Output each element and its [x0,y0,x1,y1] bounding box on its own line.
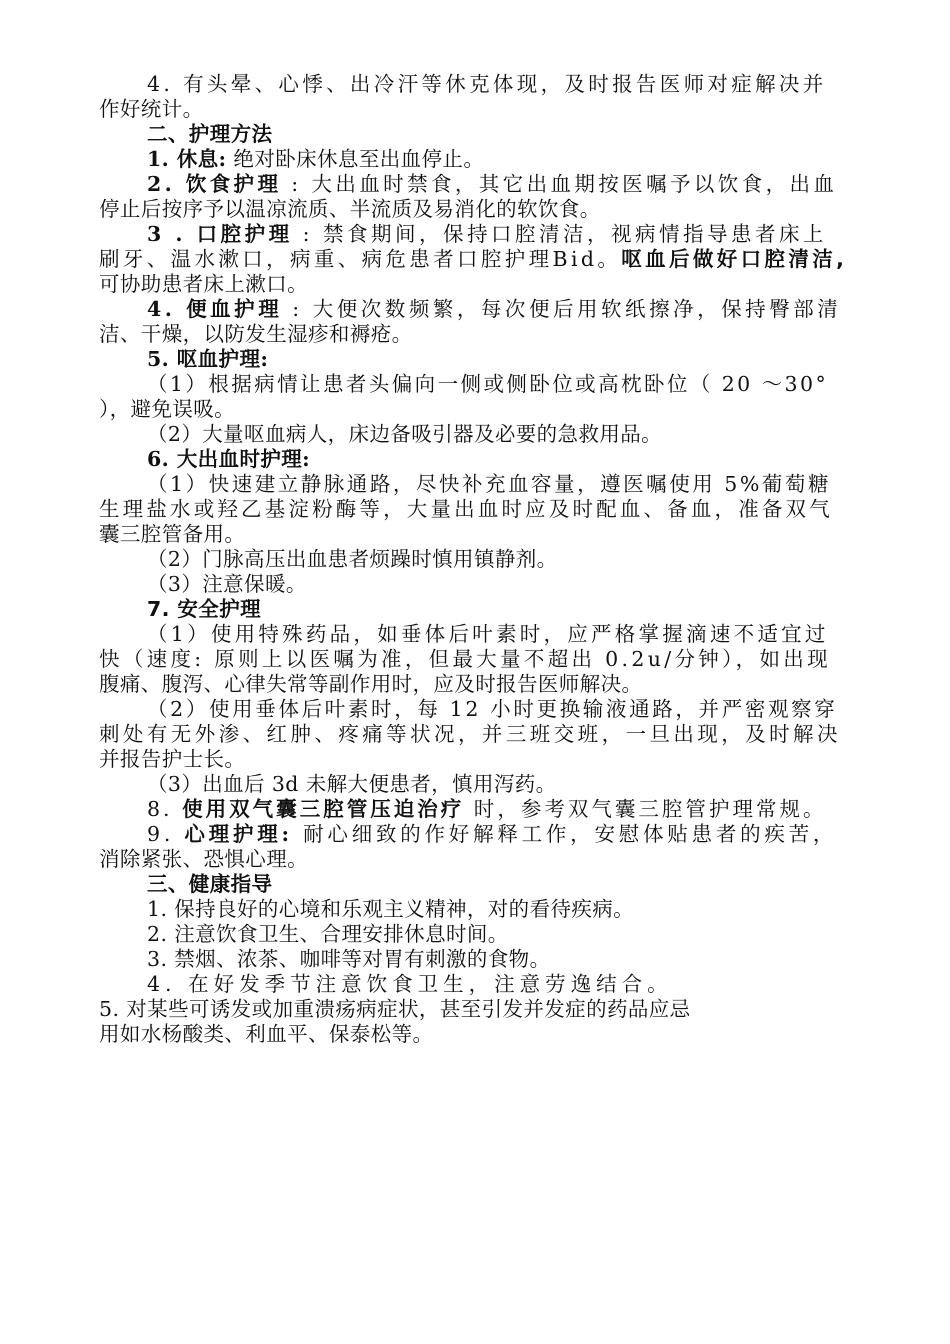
text-line [147,421,662,447]
text-line [147,696,837,722]
text-line [99,721,841,747]
text-line [147,871,272,897]
text-line [147,346,268,372]
text-line [99,496,833,522]
text-run: 1. 保持良好的心境和乐观主义精神，对的看待疾病。 [147,897,635,921]
text-run: 三、健康指导 [147,872,273,896]
text-run: （2）门脉高压出血患者烦躁时慎用镇静剂。 [147,547,558,571]
text-run: 4. 有头晕、心悸、出冷汗等休克体现，及时报告医师对症解决并 [147,72,827,96]
text-line [99,846,308,872]
text-run: 腹痛、腹泻、心律失常等副作用时，应及时报告医师解决。 [99,672,643,696]
text-line [147,596,261,622]
text-run: 心理护理: [184,822,293,846]
text-run: 囊三腔管备用。 [99,522,246,546]
text-line [147,171,837,197]
text-run: 3. 禁烟、浓茶、咖啡等对胃有刺激的食物。 [147,947,551,971]
text-line [99,196,601,222]
text-run: 绝对卧床休息至出血停止。 [226,147,485,171]
text-line [147,121,272,147]
text-run: : 禁食期间，保持口腔清洁，视病情指导患者床上 [292,222,827,246]
text-run: 5. 对某些可诱发或加重溃疡病症状，甚至引发并发症的药品应忌 [99,997,691,1021]
text-line [147,146,484,172]
text-run: 用如水杨酸类、利血平、保泰松等。 [99,1022,434,1046]
text-run: 快（速度: 原则上以医嘱为准，但最大量不超出 0.2u/分钟），如出现 [99,647,831,671]
text-line [147,621,829,647]
text-run: （3）出血后 3d 未解大便患者，慎用泻药。 [147,772,557,796]
text-line [147,546,558,572]
text-line [147,971,673,997]
text-line [147,771,557,797]
text-run: （2）大量呕血病人，床边备吸引器及必要的急救用品。 [147,422,663,446]
text-run: 并报告护士长。 [99,747,246,771]
text-run: 1. 休息: [147,147,227,171]
text-run: 口腔护理 [196,222,293,246]
text-run: 刷牙、温水漱口，病重、病危患者口腔护理Bid。 [99,247,622,271]
text-line [99,521,245,547]
text-line [147,946,550,972]
text-run: 洁、干燥，以防发生湿疹和褥疮。 [99,322,413,346]
text-run: 生理盐水或羟乙基淀粉酶等，大量出血时应及时配血、备血，准备双气 [99,497,833,521]
text-run: （2）使用垂体后叶素时，每 12 小时更换输液通路，并严密观察穿 [147,697,838,721]
text-run: 2. 注意饮食卫生、合理安排休息时间。 [147,922,509,946]
text-run: 可协助患者床上漱口。 [99,272,308,296]
text-line [99,646,831,672]
text-run: （1）根据病情让患者头偏向一侧或侧卧位或高枕卧位（ 20 ～30° [147,372,829,396]
text-line [99,271,308,297]
text-line [99,671,642,697]
text-run: （1）快速建立静脉通路，尽快补充血容量，遵医嘱使用 5%葡萄糖 [147,472,831,496]
text-line [99,321,413,347]
text-run: 6. 大出血时护理: [147,447,311,471]
text-run: 呕血后做好口腔清洁, [621,247,848,271]
text-run: 耐心细致的作好解释工作，安慰体贴患者的疾苦， [292,822,838,846]
text-line [147,471,831,497]
text-line [99,96,204,122]
text-line [147,71,827,97]
text-line [147,796,827,822]
text-line [99,1021,433,1047]
text-line [99,996,691,1022]
text-run: 4. 在好发季节注意饮食卫生，注意劳逸结合。 [147,972,673,996]
text-line [147,921,509,947]
text-run: 消除紧张、恐惧心理。 [99,847,308,871]
text-run: （3）注意保暖。 [147,572,307,596]
text-run: （1）使用特殊药品，如垂体后叶素时，应严格掌握滴速不适宜过 [147,622,829,646]
text-run: 停止后按序予以温凉流质、半流质及易消化的软饮食。 [99,197,601,221]
text-run: 4. 便血护理 [147,297,283,321]
text-run: 5. 呕血护理: [147,347,269,371]
text-line [147,821,837,847]
text-line [147,371,828,397]
text-run: 9. [147,822,185,846]
text-line [99,746,245,772]
text-line [99,246,847,272]
text-run: 时，参考双气囊三腔管护理常规。 [464,797,827,821]
text-line [147,446,310,472]
text-run: 刺处有无外渗、红肿、疼痛等状况，并三班交班，一旦出现，及时解决 [99,722,841,746]
text-line [99,396,235,422]
text-run: : 大出血时禁食，其它出血期按医嘱予以饮食，出血 [281,172,838,196]
text-line [147,571,307,597]
text-line [147,896,634,922]
text-run: 3 . [147,222,197,246]
text-line [147,296,841,322]
text-run: 二、护理方法 [147,122,273,146]
text-run: : 大便次数频繁，每次便后用软纸擦净，保持臀部清 [282,297,842,321]
text-run: 使用双气囊三腔管压迫治疗 [182,797,465,821]
text-run: ），避免误吸。 [99,397,236,421]
text-run: 2. 饮食护理 [147,172,282,196]
text-run: 作好统计。 [99,97,204,121]
text-line [147,221,827,247]
text-run: 8. [147,797,183,821]
text-run: 7. 安全护理 [147,597,261,621]
